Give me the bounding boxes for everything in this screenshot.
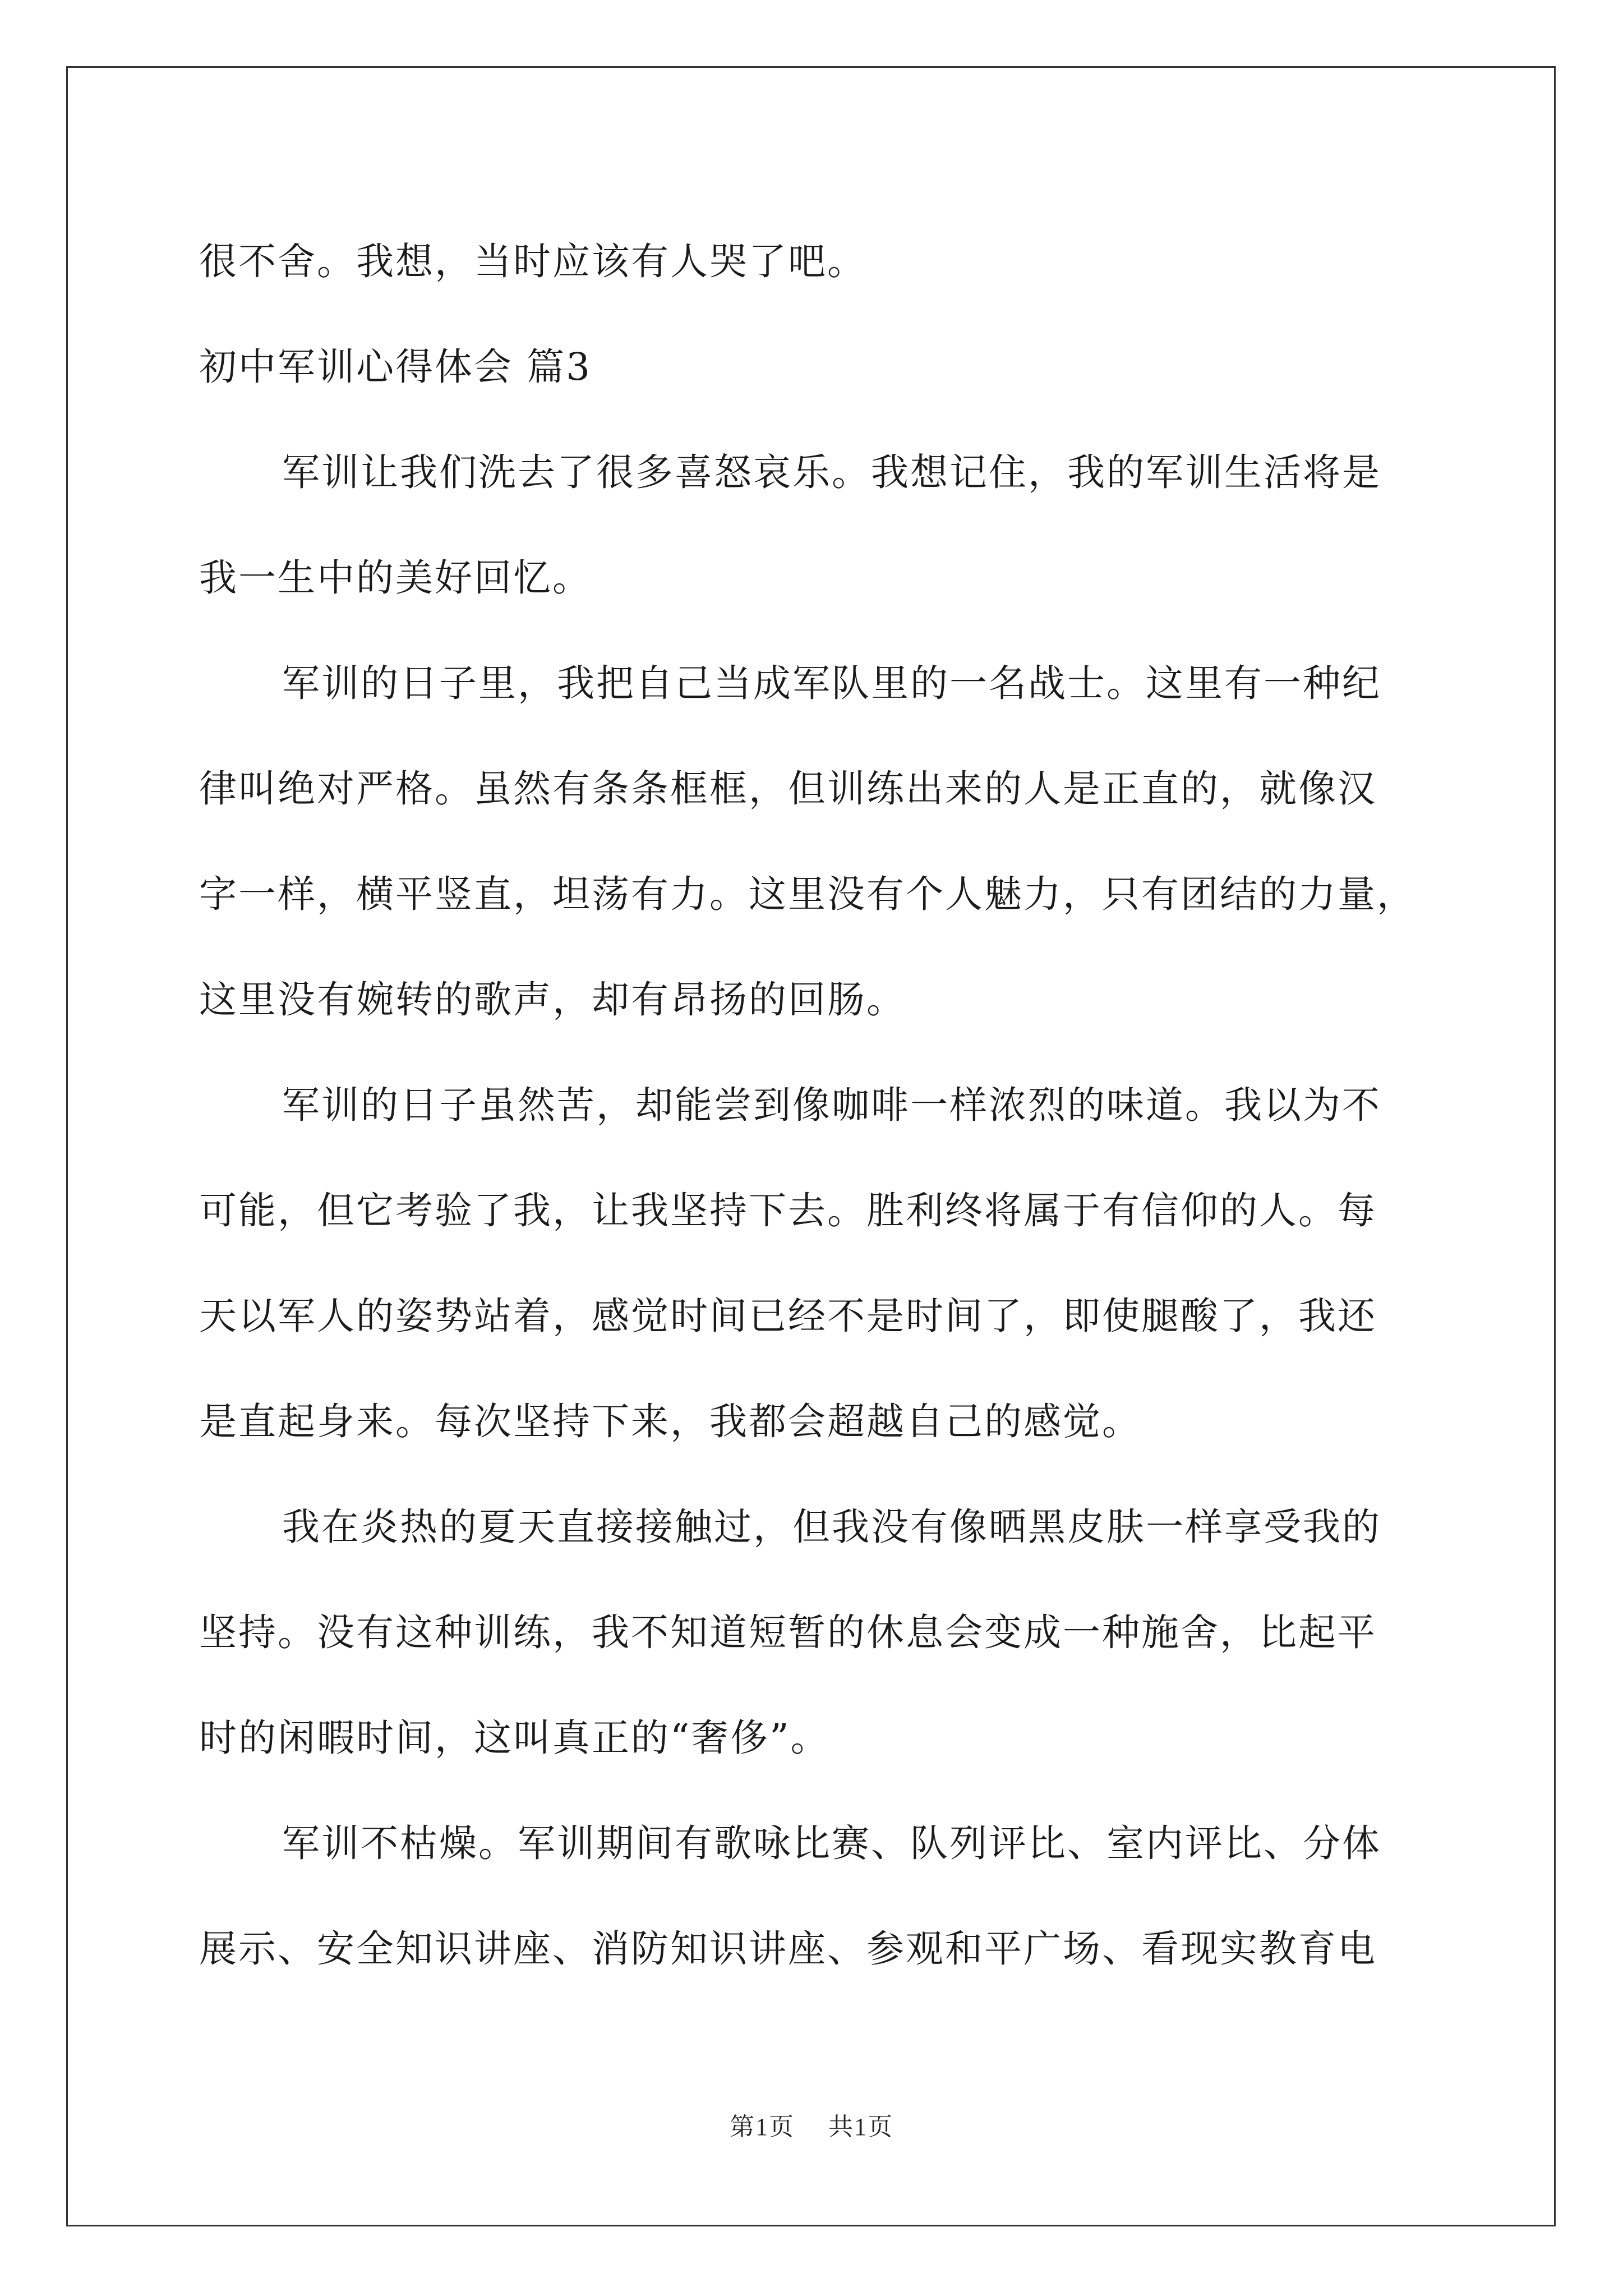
text-line: 是直起身来。每次坚持下来，我都会超越自己的感觉。 bbox=[199, 1400, 1141, 1443]
text-line: 我在炎热的夏天直接接触过，但我没有像晒黑皮肤一样享受我的 bbox=[282, 1505, 1381, 1549]
text-line: 军训的日子虽然苦，却能尝到像咖啡一样浓烈的味道。我以为不 bbox=[282, 1083, 1381, 1127]
text-line: 时的闲暇时间，这叫真正的“奢侈”。 bbox=[199, 1716, 830, 1760]
document-body bbox=[199, 209, 1438, 2001]
text-line: 这里没有婉转的歌声，却有昂扬的回肠。 bbox=[199, 978, 906, 1022]
text-line: 军训不枯燥。军训期间有歌咏比赛、队列评比、室内评比、分体 bbox=[282, 1821, 1381, 1865]
text-line: 天以军人的姿势站着，感觉时间已经不是时间了，即使腿酸了，我还 bbox=[199, 1294, 1377, 1338]
text-line: 坚持。没有这种训练，我不知道短暂的休息会变成一种施舍，比起平 bbox=[199, 1611, 1377, 1654]
page-total: 共1页 bbox=[828, 2113, 893, 2141]
text-line: 军训的日子里，我把自己当成军队里的一名战士。这里有一种纪 bbox=[282, 661, 1381, 705]
text-line: 展示、安全知识讲座、消防知识讲座、参观和平广场、看现实教育电 bbox=[199, 1927, 1377, 1971]
text-line: 可能，但它考验了我，让我坚持下去。胜利终将属于有信仰的人。每 bbox=[199, 1189, 1377, 1232]
page-footer bbox=[0, 2106, 1623, 2142]
page-number: 第1页 bbox=[730, 2113, 795, 2141]
text-line: 我一生中的美好回忆。 bbox=[199, 556, 592, 600]
section-heading: 初中军训心得体会 篇3 bbox=[199, 345, 592, 389]
text-line: 军训让我们洗去了很多喜怒哀乐。我想记住，我的军训生活将是 bbox=[282, 450, 1381, 494]
text-line: 字一样，横平竖直，坦荡有力。这里没有个人魅力，只有团结的力量， bbox=[199, 872, 1416, 916]
text-line: 很不舍。我想，当时应该有人哭了吧。 bbox=[199, 240, 866, 283]
text-line: 律叫绝对严格。虽然有条条框框，但训练出来的人是正直的，就像汉 bbox=[199, 767, 1377, 811]
